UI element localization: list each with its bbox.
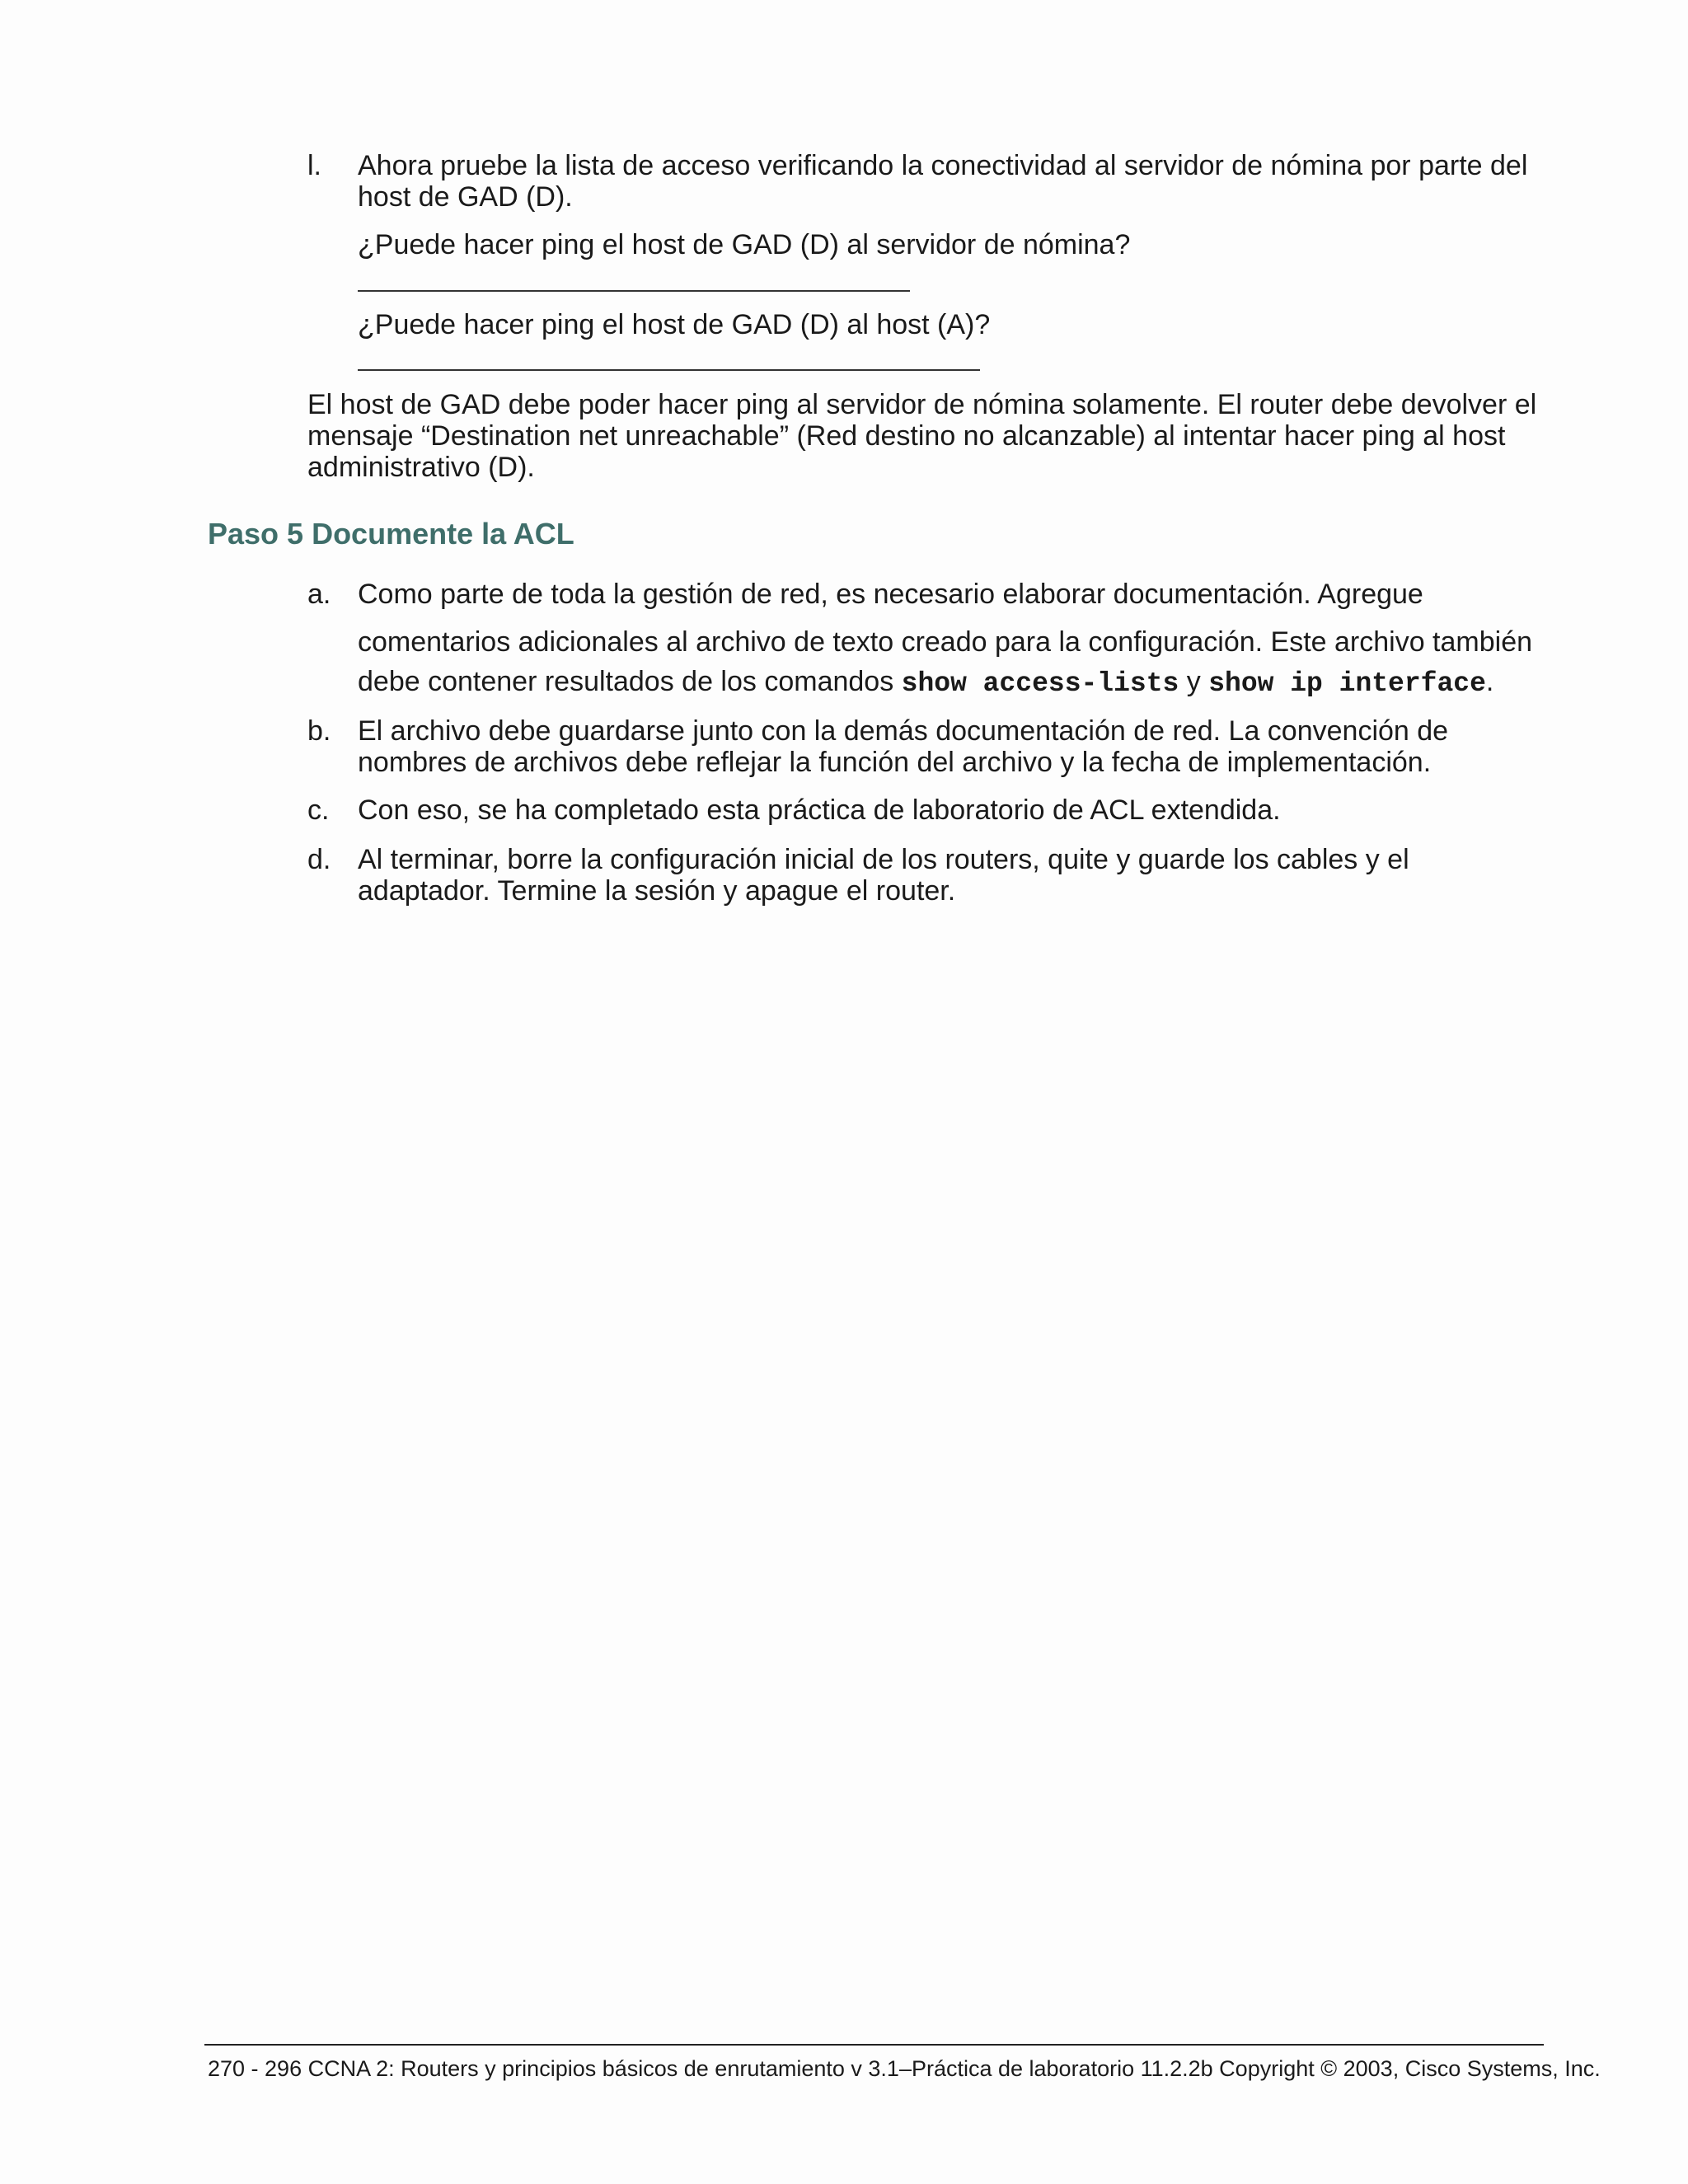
item-a-period: . (1485, 666, 1494, 697)
item-d-text: Al terminar, borre la configuración inicial de los routers, quite y guarde los cables y el adaptador. Termine la sesión y apague el router. (358, 844, 1409, 907)
item-a-line-3-text: debe contener resultados de los comandos (358, 666, 902, 697)
command-show-ip-interface: show ip interface (1208, 668, 1486, 699)
question-1: ¿Puede hacer ping el host de GAD (D) al servidor de nómina? (358, 229, 1131, 260)
footer-rule (204, 2044, 1544, 2046)
item-c-marker: c. (307, 794, 330, 826)
item-b-text: El archivo debe guardarse junto con la demás documentación de red. La convención de nombres de archivos debe reflejar la función del archivo y la fecha de implementación. (358, 715, 1449, 778)
step-l-text: Ahora pruebe la lista de acceso verificando la conectividad al servidor de nómina por parte del host de GAD (D). (358, 150, 1528, 213)
item-b-marker: b. (307, 715, 331, 747)
command-show-access-lists: show access-lists (901, 668, 1179, 699)
page-footer: 270 - 296 CCNA 2: Routers y principios básicos de enrutamiento v 3.1–Práctica de laboratorio 11.2.2b Copyright © 2003, Cisco Systems, Inc. (208, 2056, 1601, 2081)
item-a-line-1: Como parte de toda la gestión de red, es necesario elaborar documentación. Agregue (358, 579, 1423, 610)
item-d-marker: d. (307, 844, 331, 875)
item-a-conjunction: y (1179, 666, 1209, 697)
item-a-marker: a. (307, 579, 331, 610)
question-2: ¿Puede hacer ping el host de GAD (D) al host (A)? (358, 309, 991, 340)
item-c-text: Con eso, se ha completado esta práctica de laboratorio de ACL extendida. (358, 794, 1281, 826)
section-heading: Paso 5 Documente la ACL (208, 517, 574, 551)
step-l-marker: l. (307, 150, 321, 181)
step-l-note: El host de GAD debe poder hacer ping al servidor de nómina solamente. El router debe devolver el mensaje “Destination net unreachable” (Red destino no alcanzable) al intentar hacer ping al host administrativo (D). (307, 389, 1537, 483)
item-a-line-2: comentarios adicionales al archivo de texto creado para la configuración. Este archivo también (358, 626, 1533, 658)
item-a-line-3 (358, 666, 1545, 700)
answer-line-1 (358, 290, 910, 292)
answer-line-2 (358, 369, 980, 371)
